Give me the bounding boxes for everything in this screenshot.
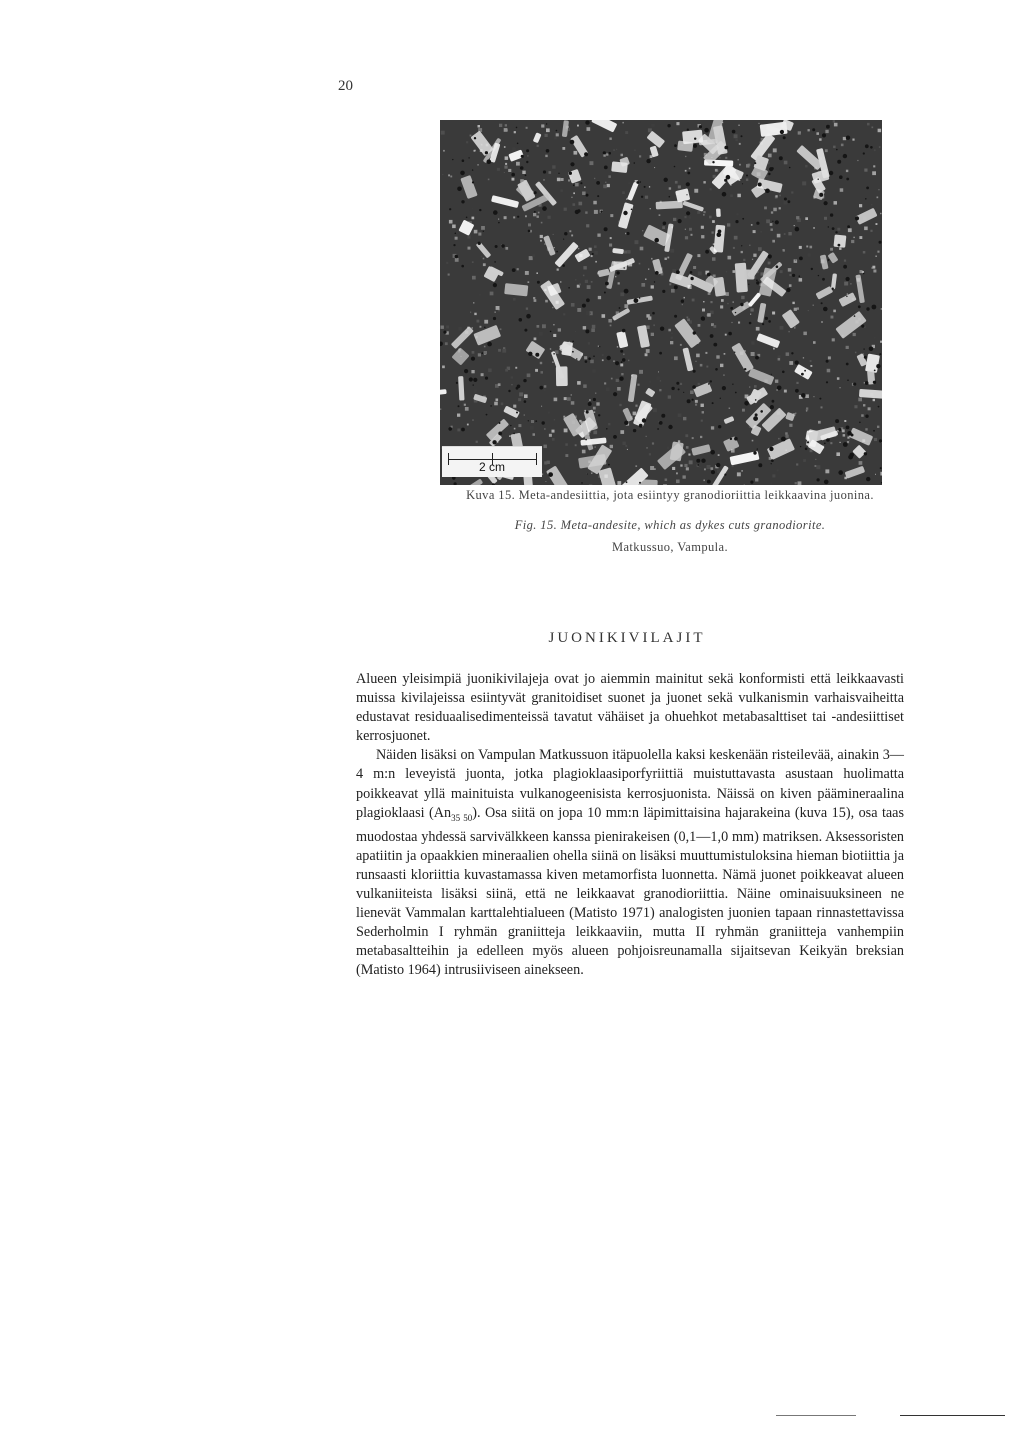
figure-caption-location: Matkussuo, Vampula.: [611, 540, 729, 554]
page-number: 20: [338, 78, 353, 94]
anorthite-subscript: 35 50: [451, 812, 473, 823]
paragraph-text: ). Osa siitä on jopa 10 mm:n läpimittaisina hajarakeina (kuva 15), osa taas muodostaa yhdessä sarvivälkkeen kanssa pienirakeisen (0,1—1,0 mm) matriksen. Aksessoristen apatiitin ja opaakkien mineraalien ohella siinä on lisäksi muuttumistuloksina hieman biotiittia ja runsaasti kloriittia kuvastamassa kiven metamorfista luonnetta. Nämä juonet poikkeavat alueen vulkaniiteista lisäksi siinä, että ne leikkaavat granodioriittia. Näine ominaisuuksineen ne lienevät Vammalan karttalehtialueen (Matisto 1971) analogisten juonien tapaan rinnastettavissa Sederholmin I ryhmän graniitteja leikkaaviin, mutta II ryhmän graniitteja vanhempiin metabasaltteihin ja edelleen myös alueen pohjoisreunamalla sijaitsevan Keikyän breksian (Matisto 1964) intrusiiviseen ainekseen.: [356, 804, 905, 979]
scale-bar-label: 2 cm: [478, 460, 505, 474]
rock-photograph: [440, 120, 882, 485]
rock-texture-crystals: [440, 120, 882, 485]
scan-artifact-line: [776, 1415, 856, 1416]
figure-caption-english: Fig. 15. Meta-andesite, which as dykes cuts granodiorite.: [514, 518, 826, 532]
paragraph-text: Näiden lisäksi on Vampulan Matkussuon itäpuolella kaksi keskenään risteilevää, ainakin 3—4 m:n leveyistä juonta, jotka plagioklaasiporfyriittiä muistuttavasta asustaan huolimatta poikkeavat yllä mainituista vulkanogeenisista kerrosjuonista. Näissä on kiven päämineraalina plagioklaasi (An: [356, 747, 904, 821]
scale-bar: [442, 446, 542, 477]
figure-caption-finnish: Kuva 15. Meta-andesiittia, jota esiintyy granodioriittia leikkaavina juonina.: [466, 488, 874, 502]
body-paragraph: Alueen yleisimpiä juonikivilajeja ovat jo aiemmin mainitut sekä konformisti että leikkaavasti muissa kivilajeissa esiintyvät granitoidiset suonet ja juonet sekä vulkanismin varhaisvaiheitta edustavat residuaalisedimenteissä tavatut vähäiset ja ohuehkot metabasalttiset tai -andesiittiset kerrosjuonet.: [356, 671, 904, 745]
body-paragraph: [356, 746, 904, 980]
scan-artifact-line: [900, 1415, 1005, 1416]
body-text: [356, 670, 904, 980]
rock-texture-image: [440, 120, 882, 485]
section-heading: JUONIKIVILAJIT: [548, 630, 706, 646]
